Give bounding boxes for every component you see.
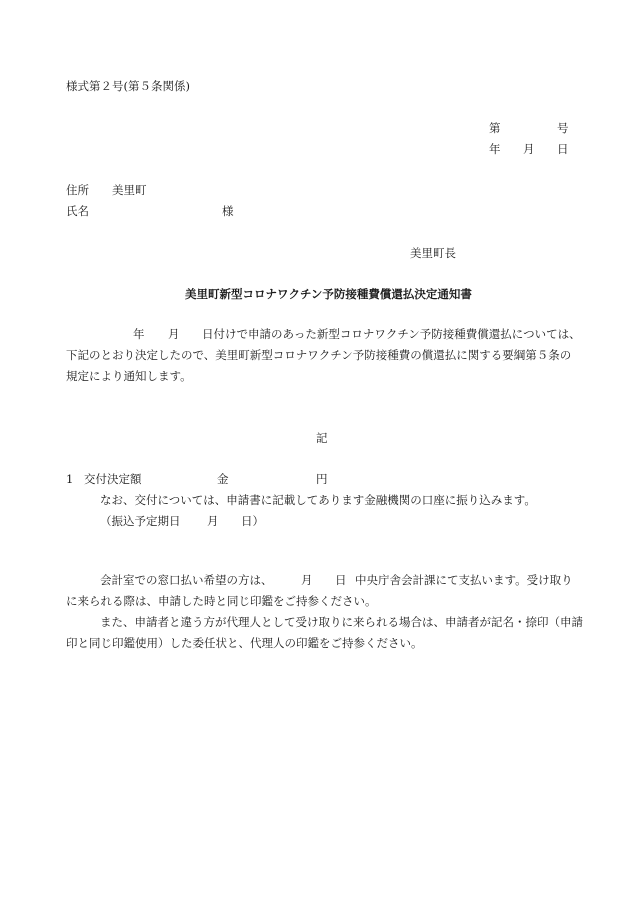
- form-label: 様式第２号(第５条関係): [66, 79, 190, 93]
- body-line1: 日付けで申請のあった新型コロナワクチン予防接種費償還払については、: [202, 327, 581, 341]
- item1-schedule-prefix: （振込予定期日: [100, 514, 181, 528]
- issuer: 美里町長: [410, 246, 456, 260]
- date-day: 日: [557, 142, 569, 156]
- item1-yen: 円: [316, 472, 328, 486]
- item1-label: 交付決定額: [84, 472, 142, 486]
- number-prefix: 第: [489, 121, 501, 135]
- item1-schedule-month: 月: [207, 514, 219, 528]
- date-month: 月: [523, 142, 535, 156]
- body-line3: 規定により通知します。: [66, 369, 192, 383]
- ki-heading: 記: [316, 431, 328, 445]
- document-title: 美里町新型コロナワクチン予防接種費償還払決定通知書: [185, 287, 472, 301]
- address-label: 住所: [66, 183, 89, 197]
- address-value: 美里町: [112, 183, 147, 197]
- item1-kin: 金: [217, 472, 229, 486]
- body-year: 年: [133, 327, 145, 341]
- counter-p1-start: 会計室での窓口払い希望の方は、: [100, 573, 273, 587]
- counter-p1-rest: 中央庁舎会計課にて支払います。受け取り: [355, 573, 573, 587]
- counter-p1-month: 月: [301, 573, 313, 587]
- item1-note: なお、交付については、申請書に記載してあります金融機関の口座に振り込みます。: [100, 493, 536, 507]
- counter-p1-line2: に来られる際は、申請した時と同じ印鑑をご持参ください。: [66, 594, 377, 608]
- item1-number: 1: [66, 472, 74, 486]
- name-label: 氏名: [66, 204, 89, 218]
- honorific: 様: [222, 204, 234, 218]
- body-month: 月: [168, 327, 180, 341]
- counter-p2-line1: また、申請者と違う方が代理人として受け取りに来られる場合は、申請者が記名・捺印（申請: [100, 615, 583, 629]
- item1-schedule-day: 日）: [241, 514, 264, 528]
- counter-p1-day: 日: [335, 573, 347, 587]
- body-line2: 下記のとおり決定したので、美里町新型コロナワクチン予防接種費の償還払に関する要綱第５条の: [66, 348, 572, 362]
- counter-p2-line2: 印と同じ印鑑使用）した委任状と、代理人の印鑑をご持参ください。: [66, 636, 423, 650]
- number-suffix: 号: [557, 121, 569, 135]
- date-year: 年: [489, 142, 501, 156]
